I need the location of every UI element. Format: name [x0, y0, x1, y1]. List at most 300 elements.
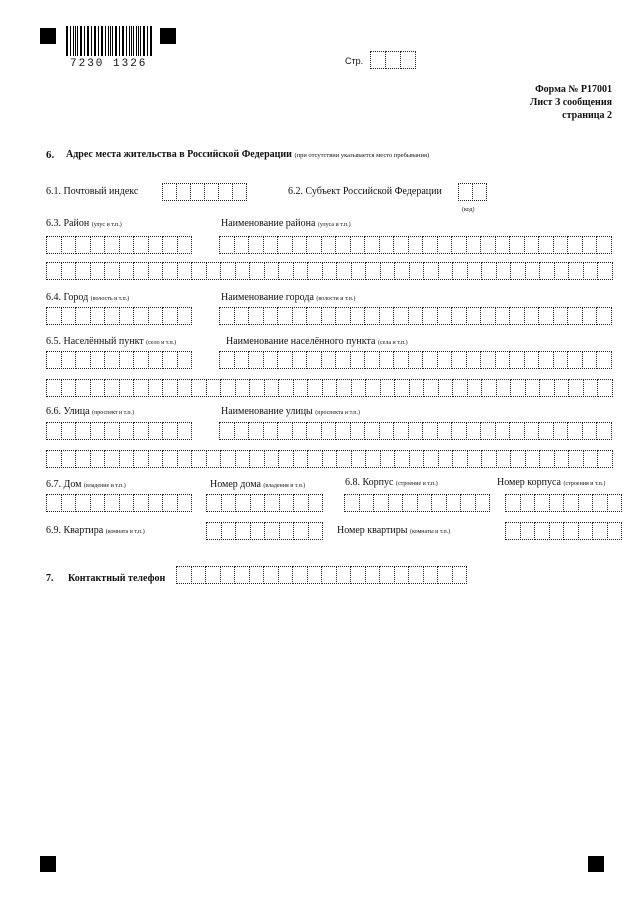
char-cell[interactable]	[307, 379, 323, 397]
char-cell[interactable]	[408, 422, 424, 440]
char-cell[interactable]	[162, 307, 178, 325]
char-cell[interactable]	[277, 307, 293, 325]
char-cell[interactable]	[582, 422, 598, 440]
char-cell[interactable]	[292, 236, 308, 254]
char-cell[interactable]	[46, 450, 62, 468]
char-cell[interactable]	[249, 450, 265, 468]
char-cell[interactable]	[263, 566, 279, 584]
char-cell[interactable]	[510, 450, 526, 468]
char-cell[interactable]	[567, 236, 583, 254]
char-cell[interactable]	[279, 494, 295, 512]
char-cell[interactable]	[133, 422, 149, 440]
char-cell[interactable]	[190, 183, 205, 201]
char-cell[interactable]	[553, 236, 569, 254]
char-cell[interactable]	[409, 450, 425, 468]
char-cell[interactable]	[379, 236, 395, 254]
char-cell[interactable]	[133, 379, 149, 397]
char-cell[interactable]	[219, 351, 235, 369]
char-cell[interactable]	[351, 262, 367, 280]
char-cell[interactable]	[525, 379, 541, 397]
district-type-cells[interactable]	[46, 236, 192, 254]
char-cell[interactable]	[264, 522, 280, 540]
char-cell[interactable]	[373, 494, 389, 512]
char-cell[interactable]	[437, 307, 453, 325]
char-cell[interactable]	[394, 262, 410, 280]
apartment-number-cells[interactable]	[505, 522, 622, 540]
house-type-cells[interactable]	[46, 494, 192, 512]
char-cell[interactable]	[607, 494, 623, 512]
char-cell[interactable]	[322, 379, 338, 397]
char-cell[interactable]	[534, 494, 550, 512]
char-cell[interactable]	[380, 450, 396, 468]
char-cell[interactable]	[119, 494, 135, 512]
char-cell[interactable]	[467, 450, 483, 468]
char-cell[interactable]	[451, 307, 467, 325]
char-cell[interactable]	[393, 236, 409, 254]
char-cell[interactable]	[119, 351, 135, 369]
char-cell[interactable]	[235, 379, 251, 397]
char-cell[interactable]	[509, 351, 525, 369]
char-cell[interactable]	[393, 351, 409, 369]
char-cell[interactable]	[277, 236, 293, 254]
char-cell[interactable]	[510, 262, 526, 280]
char-cell[interactable]	[539, 262, 555, 280]
char-cell[interactable]	[234, 351, 250, 369]
char-cell[interactable]	[249, 262, 265, 280]
char-cell[interactable]	[322, 262, 338, 280]
char-cell[interactable]	[578, 494, 594, 512]
char-cell[interactable]	[452, 566, 468, 584]
char-cell[interactable]	[162, 236, 178, 254]
char-cell[interactable]	[388, 494, 404, 512]
char-cell[interactable]	[162, 494, 178, 512]
char-cell[interactable]	[75, 379, 91, 397]
char-cell[interactable]	[583, 450, 599, 468]
char-cell[interactable]	[592, 494, 608, 512]
district-name-cells-1[interactable]	[219, 236, 612, 254]
char-cell[interactable]	[104, 351, 120, 369]
char-cell[interactable]	[509, 422, 525, 440]
char-cell[interactable]	[133, 494, 149, 512]
char-cell[interactable]	[480, 307, 496, 325]
char-cell[interactable]	[264, 262, 280, 280]
char-cell[interactable]	[292, 422, 308, 440]
char-cell[interactable]	[475, 494, 491, 512]
char-cell[interactable]	[61, 307, 77, 325]
char-cell[interactable]	[306, 422, 322, 440]
char-cell[interactable]	[133, 262, 149, 280]
char-cell[interactable]	[191, 262, 207, 280]
char-cell[interactable]	[380, 379, 396, 397]
char-cell[interactable]	[264, 450, 280, 468]
char-cell[interactable]	[234, 422, 250, 440]
char-cell[interactable]	[524, 236, 540, 254]
char-cell[interactable]	[221, 494, 237, 512]
char-cell[interactable]	[509, 236, 525, 254]
char-cell[interactable]	[306, 236, 322, 254]
char-cell[interactable]	[350, 422, 366, 440]
char-cell[interactable]	[380, 262, 396, 280]
locality-type-cells[interactable]	[46, 351, 192, 369]
char-cell[interactable]	[206, 522, 222, 540]
char-cell[interactable]	[554, 450, 570, 468]
char-cell[interactable]	[365, 379, 381, 397]
char-cell[interactable]	[220, 450, 236, 468]
char-cell[interactable]	[148, 379, 164, 397]
char-cell[interactable]	[596, 351, 612, 369]
char-cell[interactable]	[393, 307, 409, 325]
char-cell[interactable]	[293, 262, 309, 280]
char-cell[interactable]	[495, 422, 511, 440]
char-cell[interactable]	[46, 236, 62, 254]
char-cell[interactable]	[379, 422, 395, 440]
char-cell[interactable]	[394, 450, 410, 468]
char-cell[interactable]	[538, 307, 554, 325]
char-cell[interactable]	[370, 51, 386, 69]
char-cell[interactable]	[219, 307, 235, 325]
char-cell[interactable]	[264, 379, 280, 397]
char-cell[interactable]	[480, 236, 496, 254]
char-cell[interactable]	[379, 307, 395, 325]
char-cell[interactable]	[90, 236, 106, 254]
building-type-cells[interactable]	[344, 494, 490, 512]
char-cell[interactable]	[460, 494, 476, 512]
char-cell[interactable]	[235, 494, 251, 512]
char-cell[interactable]	[582, 351, 598, 369]
char-cell[interactable]	[278, 566, 294, 584]
char-cell[interactable]	[446, 494, 462, 512]
char-cell[interactable]	[364, 307, 380, 325]
char-cell[interactable]	[509, 307, 525, 325]
char-cell[interactable]	[61, 494, 77, 512]
char-cell[interactable]	[191, 379, 207, 397]
char-cell[interactable]	[306, 307, 322, 325]
char-cell[interactable]	[119, 236, 135, 254]
char-cell[interactable]	[46, 379, 62, 397]
char-cell[interactable]	[451, 351, 467, 369]
char-cell[interactable]	[495, 236, 511, 254]
char-cell[interactable]	[437, 422, 453, 440]
char-cell[interactable]	[607, 522, 623, 540]
char-cell[interactable]	[75, 351, 91, 369]
char-cell[interactable]	[525, 262, 541, 280]
char-cell[interactable]	[525, 450, 541, 468]
char-cell[interactable]	[336, 450, 352, 468]
char-cell[interactable]	[400, 51, 416, 69]
char-cell[interactable]	[467, 379, 483, 397]
char-cell[interactable]	[264, 494, 280, 512]
char-cell[interactable]	[582, 236, 598, 254]
char-cell[interactable]	[292, 351, 308, 369]
char-cell[interactable]	[46, 494, 62, 512]
char-cell[interactable]	[335, 236, 351, 254]
char-cell[interactable]	[321, 566, 337, 584]
char-cell[interactable]	[162, 450, 178, 468]
char-cell[interactable]	[568, 262, 584, 280]
char-cell[interactable]	[248, 307, 264, 325]
char-cell[interactable]	[451, 236, 467, 254]
apartment-type-cells[interactable]	[206, 522, 323, 540]
char-cell[interactable]	[235, 522, 251, 540]
char-cell[interactable]	[563, 522, 579, 540]
char-cell[interactable]	[596, 307, 612, 325]
char-cell[interactable]	[553, 351, 569, 369]
char-cell[interactable]	[520, 494, 536, 512]
char-cell[interactable]	[335, 422, 351, 440]
char-cell[interactable]	[307, 566, 323, 584]
char-cell[interactable]	[466, 307, 482, 325]
char-cell[interactable]	[90, 307, 106, 325]
char-cell[interactable]	[350, 566, 366, 584]
char-cell[interactable]	[75, 450, 91, 468]
char-cell[interactable]	[364, 236, 380, 254]
char-cell[interactable]	[321, 236, 337, 254]
char-cell[interactable]	[133, 236, 149, 254]
locality-name-cells-2[interactable]	[46, 379, 613, 397]
char-cell[interactable]	[90, 262, 106, 280]
char-cell[interactable]	[235, 262, 251, 280]
char-cell[interactable]	[177, 307, 193, 325]
char-cell[interactable]	[496, 379, 512, 397]
char-cell[interactable]	[61, 351, 77, 369]
char-cell[interactable]	[90, 450, 106, 468]
char-cell[interactable]	[75, 236, 91, 254]
char-cell[interactable]	[148, 236, 164, 254]
char-cell[interactable]	[119, 450, 135, 468]
char-cell[interactable]	[505, 522, 521, 540]
char-cell[interactable]	[248, 236, 264, 254]
char-cell[interactable]	[90, 351, 106, 369]
char-cell[interactable]	[422, 236, 438, 254]
char-cell[interactable]	[248, 351, 264, 369]
char-cell[interactable]	[350, 351, 366, 369]
char-cell[interactable]	[205, 566, 221, 584]
char-cell[interactable]	[177, 379, 193, 397]
char-cell[interactable]	[365, 450, 381, 468]
char-cell[interactable]	[249, 379, 265, 397]
char-cell[interactable]	[234, 236, 250, 254]
char-cell[interactable]	[534, 522, 550, 540]
char-cell[interactable]	[393, 422, 409, 440]
char-cell[interactable]	[423, 566, 439, 584]
street-name-cells-1[interactable]	[219, 422, 612, 440]
char-cell[interactable]	[364, 422, 380, 440]
char-cell[interactable]	[232, 183, 247, 201]
char-cell[interactable]	[408, 566, 424, 584]
char-cell[interactable]	[221, 522, 237, 540]
char-cell[interactable]	[520, 522, 536, 540]
char-cell[interactable]	[549, 494, 565, 512]
char-cell[interactable]	[505, 494, 521, 512]
char-cell[interactable]	[422, 351, 438, 369]
char-cell[interactable]	[553, 422, 569, 440]
char-cell[interactable]	[177, 236, 193, 254]
char-cell[interactable]	[539, 450, 555, 468]
char-cell[interactable]	[466, 422, 482, 440]
char-cell[interactable]	[61, 422, 77, 440]
char-cell[interactable]	[293, 379, 309, 397]
char-cell[interactable]	[344, 494, 360, 512]
char-cell[interactable]	[466, 351, 482, 369]
char-cell[interactable]	[133, 351, 149, 369]
char-cell[interactable]	[278, 450, 294, 468]
char-cell[interactable]	[61, 262, 77, 280]
char-cell[interactable]	[206, 494, 222, 512]
char-cell[interactable]	[104, 236, 120, 254]
char-cell[interactable]	[409, 379, 425, 397]
char-cell[interactable]	[306, 351, 322, 369]
char-cell[interactable]	[495, 351, 511, 369]
char-cell[interactable]	[104, 494, 120, 512]
char-cell[interactable]	[364, 351, 380, 369]
char-cell[interactable]	[336, 566, 352, 584]
char-cell[interactable]	[351, 379, 367, 397]
region-code-cells[interactable]	[458, 183, 487, 201]
char-cell[interactable]	[119, 379, 135, 397]
char-cell[interactable]	[524, 422, 540, 440]
char-cell[interactable]	[568, 379, 584, 397]
char-cell[interactable]	[578, 522, 594, 540]
char-cell[interactable]	[365, 566, 381, 584]
char-cell[interactable]	[597, 379, 613, 397]
char-cell[interactable]	[437, 351, 453, 369]
char-cell[interactable]	[75, 494, 91, 512]
char-cell[interactable]	[480, 422, 496, 440]
char-cell[interactable]	[133, 307, 149, 325]
char-cell[interactable]	[451, 422, 467, 440]
char-cell[interactable]	[177, 262, 193, 280]
char-cell[interactable]	[162, 351, 178, 369]
char-cell[interactable]	[438, 450, 454, 468]
char-cell[interactable]	[220, 379, 236, 397]
char-cell[interactable]	[234, 566, 250, 584]
char-cell[interactable]	[206, 379, 222, 397]
char-cell[interactable]	[438, 262, 454, 280]
char-cell[interactable]	[249, 566, 265, 584]
char-cell[interactable]	[206, 450, 222, 468]
char-cell[interactable]	[452, 450, 468, 468]
char-cell[interactable]	[495, 307, 511, 325]
char-cell[interactable]	[379, 351, 395, 369]
char-cell[interactable]	[191, 566, 207, 584]
char-cell[interactable]	[592, 522, 608, 540]
char-cell[interactable]	[472, 183, 487, 201]
phone-cells[interactable]	[176, 566, 467, 584]
char-cell[interactable]	[408, 236, 424, 254]
char-cell[interactable]	[423, 450, 439, 468]
char-cell[interactable]	[583, 379, 599, 397]
char-cell[interactable]	[567, 351, 583, 369]
char-cell[interactable]	[46, 262, 62, 280]
char-cell[interactable]	[104, 379, 120, 397]
char-cell[interactable]	[250, 494, 266, 512]
char-cell[interactable]	[206, 262, 222, 280]
char-cell[interactable]	[176, 566, 192, 584]
char-cell[interactable]	[481, 450, 497, 468]
char-cell[interactable]	[437, 236, 453, 254]
street-type-cells[interactable]	[46, 422, 192, 440]
house-number-cells[interactable]	[206, 494, 323, 512]
char-cell[interactable]	[481, 262, 497, 280]
char-cell[interactable]	[408, 307, 424, 325]
char-cell[interactable]	[75, 307, 91, 325]
char-cell[interactable]	[597, 450, 613, 468]
char-cell[interactable]	[220, 566, 236, 584]
char-cell[interactable]	[563, 494, 579, 512]
char-cell[interactable]	[385, 51, 401, 69]
char-cell[interactable]	[148, 351, 164, 369]
district-name-cells-2[interactable]	[46, 262, 613, 280]
char-cell[interactable]	[277, 351, 293, 369]
char-cell[interactable]	[538, 351, 554, 369]
postal-code-cells[interactable]	[162, 183, 247, 201]
char-cell[interactable]	[402, 494, 418, 512]
char-cell[interactable]	[90, 494, 106, 512]
char-cell[interactable]	[104, 450, 120, 468]
char-cell[interactable]	[219, 236, 235, 254]
char-cell[interactable]	[234, 307, 250, 325]
char-cell[interactable]	[568, 450, 584, 468]
char-cell[interactable]	[394, 379, 410, 397]
char-cell[interactable]	[104, 422, 120, 440]
city-name-cells[interactable]	[219, 307, 612, 325]
char-cell[interactable]	[335, 307, 351, 325]
char-cell[interactable]	[204, 183, 219, 201]
char-cell[interactable]	[148, 422, 164, 440]
char-cell[interactable]	[75, 262, 91, 280]
char-cell[interactable]	[119, 262, 135, 280]
char-cell[interactable]	[336, 379, 352, 397]
char-cell[interactable]	[162, 183, 177, 201]
char-cell[interactable]	[235, 450, 251, 468]
char-cell[interactable]	[554, 379, 570, 397]
page-number-cells[interactable]	[370, 51, 416, 69]
char-cell[interactable]	[104, 262, 120, 280]
char-cell[interactable]	[61, 236, 77, 254]
char-cell[interactable]	[510, 379, 526, 397]
char-cell[interactable]	[350, 307, 366, 325]
char-cell[interactable]	[46, 422, 62, 440]
char-cell[interactable]	[336, 262, 352, 280]
char-cell[interactable]	[452, 262, 468, 280]
char-cell[interactable]	[431, 494, 447, 512]
char-cell[interactable]	[292, 307, 308, 325]
char-cell[interactable]	[437, 566, 453, 584]
char-cell[interactable]	[176, 183, 191, 201]
char-cell[interactable]	[177, 494, 193, 512]
char-cell[interactable]	[218, 183, 233, 201]
char-cell[interactable]	[423, 379, 439, 397]
char-cell[interactable]	[554, 262, 570, 280]
char-cell[interactable]	[538, 236, 554, 254]
char-cell[interactable]	[277, 422, 293, 440]
char-cell[interactable]	[458, 183, 473, 201]
char-cell[interactable]	[394, 566, 410, 584]
char-cell[interactable]	[422, 307, 438, 325]
char-cell[interactable]	[379, 566, 395, 584]
char-cell[interactable]	[596, 236, 612, 254]
char-cell[interactable]	[321, 351, 337, 369]
char-cell[interactable]	[365, 262, 381, 280]
char-cell[interactable]	[90, 379, 106, 397]
char-cell[interactable]	[335, 351, 351, 369]
char-cell[interactable]	[162, 262, 178, 280]
char-cell[interactable]	[359, 494, 375, 512]
char-cell[interactable]	[524, 307, 540, 325]
char-cell[interactable]	[480, 351, 496, 369]
char-cell[interactable]	[263, 307, 279, 325]
char-cell[interactable]	[46, 307, 62, 325]
